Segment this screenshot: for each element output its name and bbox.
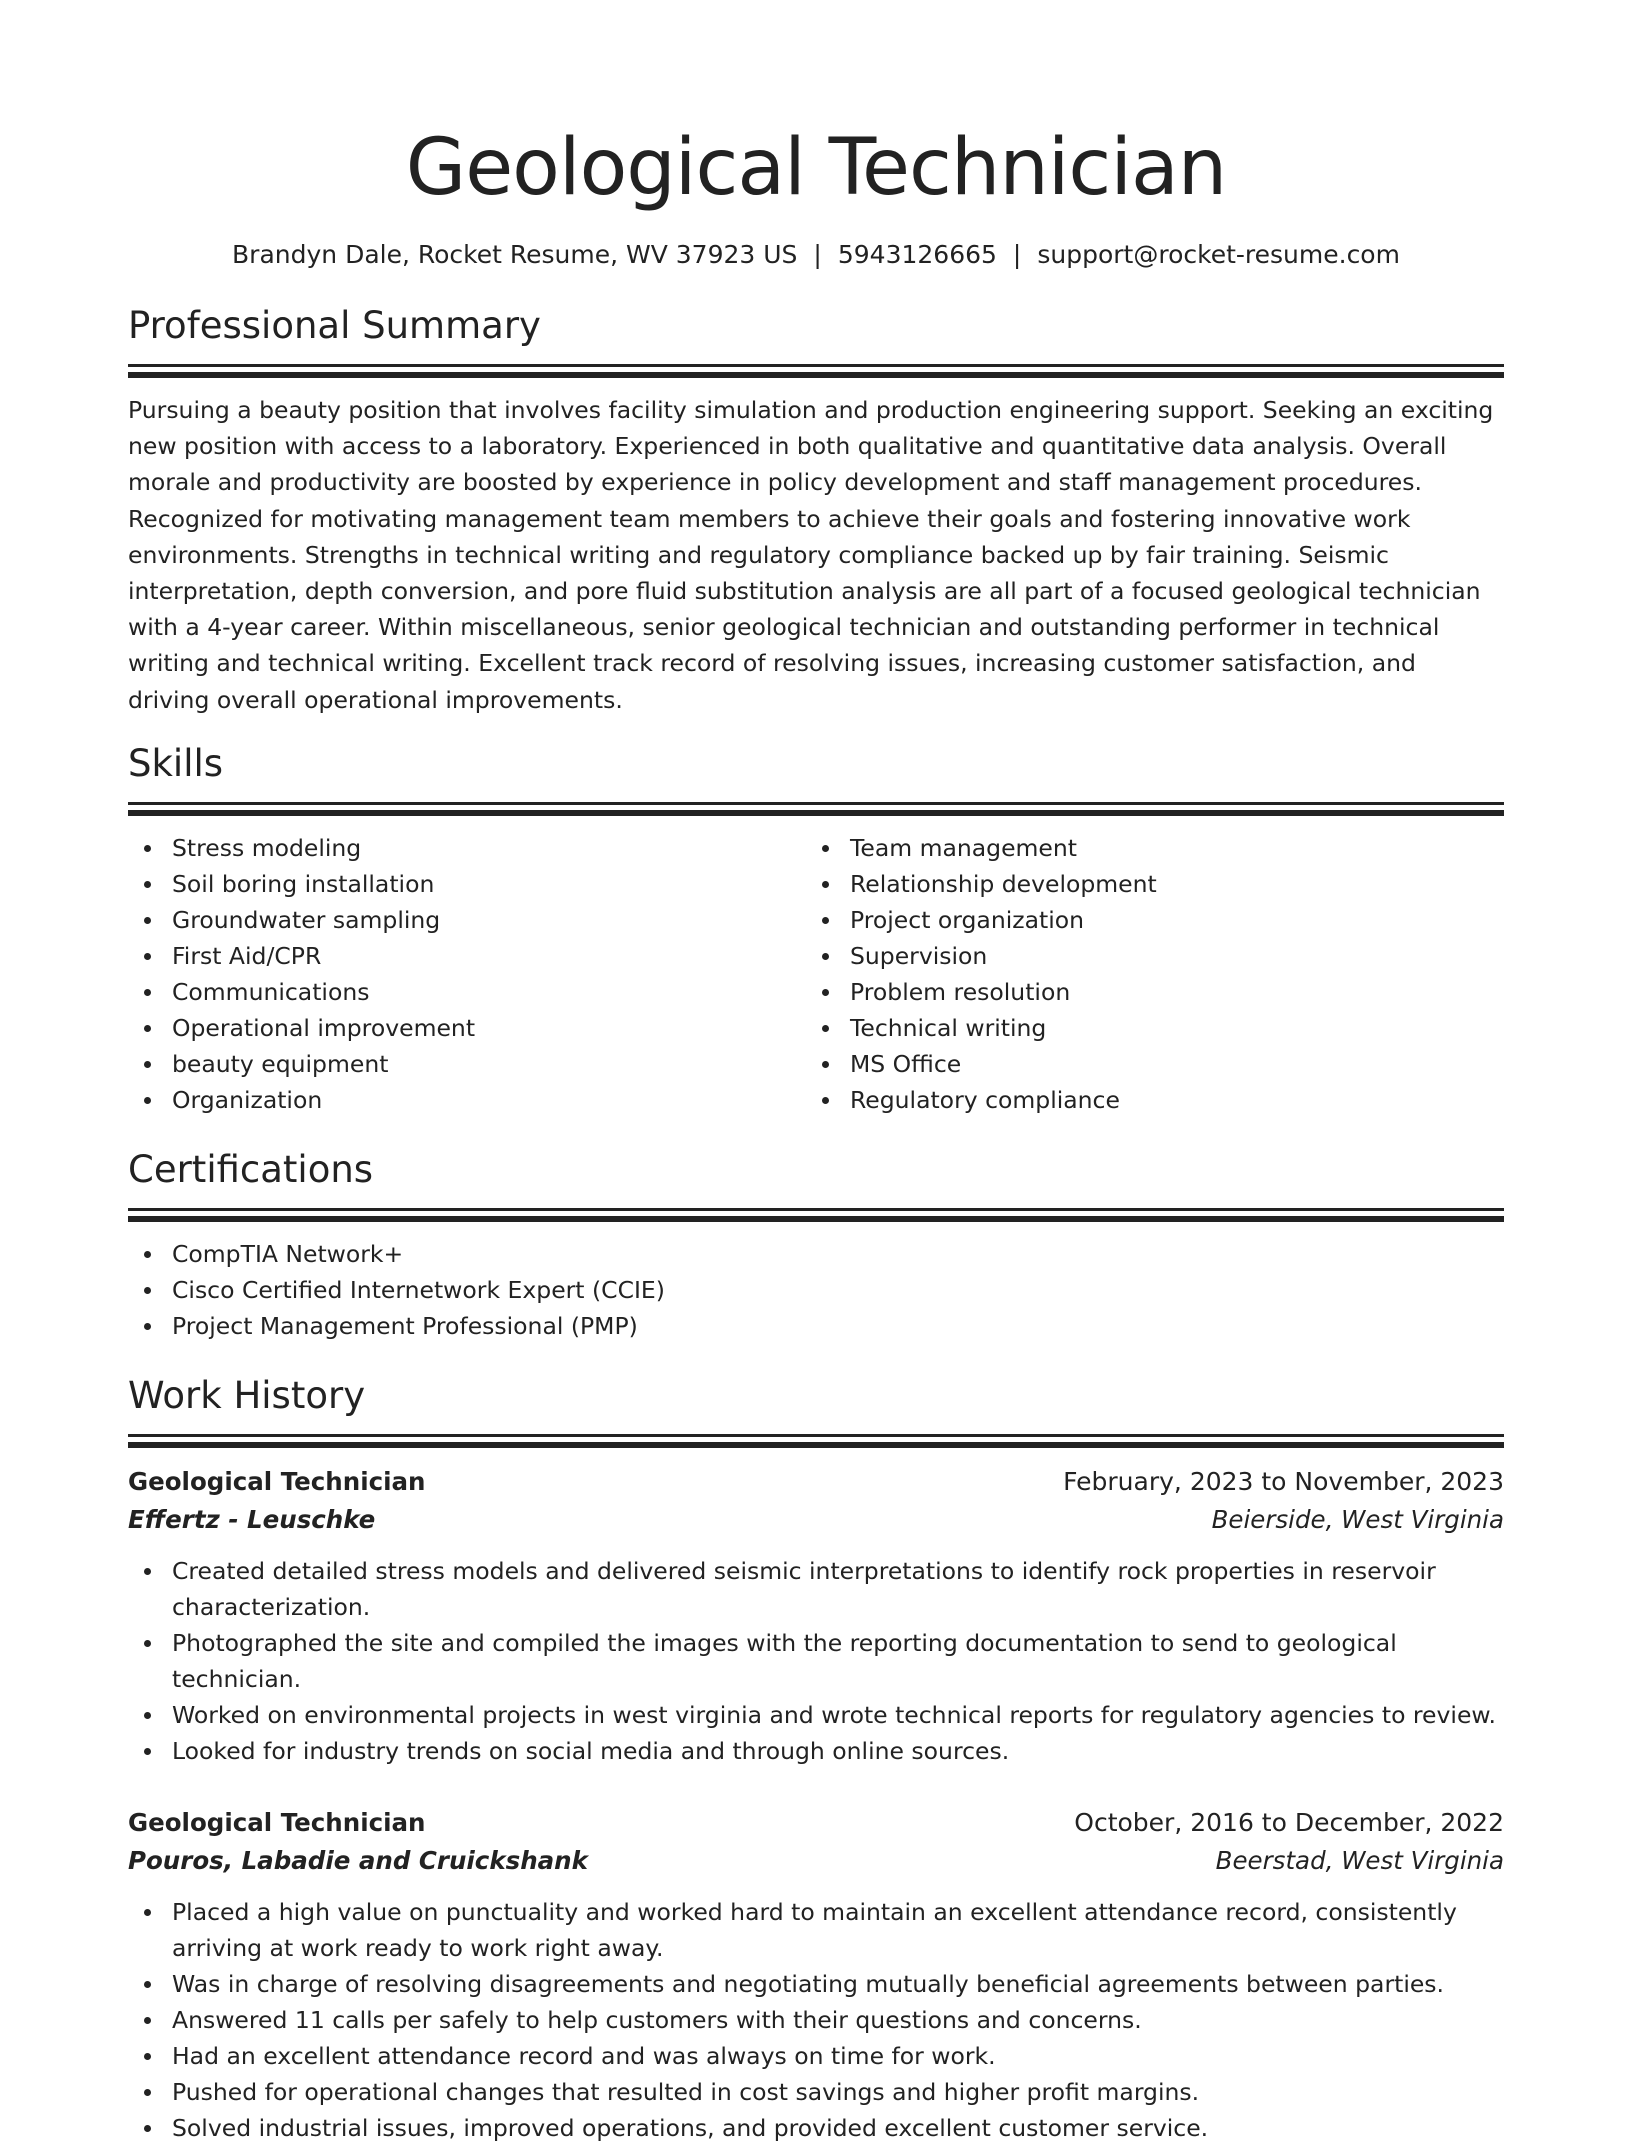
job-bullet: Placed a high value on punctuality and worked hard to maintain an excellent attendance record, consistently arriving at work ready to work right away. bbox=[128, 1894, 1504, 1966]
job-bullet: Had an excellent attendance record and was always on time for work. bbox=[128, 2038, 1504, 2074]
job-company: Pouros, Labadie and Cruickshank bbox=[128, 1845, 588, 1875]
skill-item: Organization bbox=[128, 1082, 806, 1118]
contact-address: Brandyn Dale, Rocket Resume, WV 37923 US bbox=[232, 240, 798, 269]
skill-item: Project organization bbox=[806, 902, 1484, 938]
skill-item: Problem resolution bbox=[806, 974, 1484, 1010]
job-location: Beerstad, West Virginia bbox=[1215, 1845, 1504, 1875]
certifications-list bbox=[128, 1236, 1504, 1344]
job-company: Effertz - Leuschke bbox=[128, 1504, 376, 1534]
skill-item: Regulatory compliance bbox=[806, 1082, 1484, 1118]
skill-item: beauty equipment bbox=[128, 1046, 806, 1082]
section-heading-summary: Professional Summary bbox=[128, 304, 541, 347]
contact-separator: | bbox=[1012, 240, 1022, 269]
certification-item: CompTIA Network+ bbox=[128, 1236, 1504, 1272]
job-location: Beierside, West Virginia bbox=[1211, 1504, 1504, 1534]
contact-email: support@rocket-resume.com bbox=[1037, 240, 1400, 269]
job-header bbox=[128, 1462, 1504, 1501]
section-divider bbox=[128, 364, 1504, 367]
job-bullet: Looked for industry trends on social media and through online sources. bbox=[128, 1733, 1504, 1769]
skills-grid bbox=[128, 830, 1504, 1118]
skills-column-right bbox=[806, 830, 1484, 1118]
certification-item: Project Management Professional (PMP) bbox=[128, 1308, 1504, 1344]
section-divider-thick bbox=[128, 372, 1504, 378]
job-subheader bbox=[128, 1501, 1504, 1539]
job-bullet: Created detailed stress models and delivered seismic interpretations to identify rock properties in reservoir characterization. bbox=[128, 1553, 1504, 1625]
job-bullet: Was in charge of resolving disagreements and negotiating mutually beneficial agreements between parties. bbox=[128, 1966, 1504, 2002]
work-history-section bbox=[128, 1372, 1504, 2146]
section-divider bbox=[128, 802, 1504, 805]
job-bullet: Worked on environmental projects in west virginia and wrote technical reports for regulatory agencies to review. bbox=[128, 1697, 1504, 1733]
skill-item: Supervision bbox=[806, 938, 1484, 974]
summary-text: Pursuing a beauty position that involves facility simulation and production engineering support. Seeking an exciting new position with access to a laboratory. Experienced in both qualitative and quantitative data analysis. Overall morale and productivity are boosted by experience in policy development and staff management procedures. Recognized for motivating management team members to achieve their goals and fostering innovative work environments. Strengths in technical writing and regulatory compliance backed up by fair training. Seismic interpretation, depth conversion, and pore fluid substitution analysis are all part of a focused geological technician with a 4-year career. Within miscellaneous, senior geological technician and outstanding performer in technical writing and technical writing. Excellent track record of resolving issues, increasing customer satisfaction, and driving overall operational improvements. bbox=[128, 396, 1494, 714]
contact-separator: | bbox=[813, 240, 822, 269]
job-bullet: Solved industrial issues, improved operations, and provided excellent customer service. bbox=[128, 2110, 1504, 2146]
skill-item: Technical writing bbox=[806, 1010, 1484, 1046]
job-bullet: Answered 11 calls per safely to help customers with their questions and concerns. bbox=[128, 2002, 1504, 2038]
resume-title: Geological Technician bbox=[405, 123, 1227, 213]
job-header bbox=[128, 1803, 1504, 1842]
section-divider-thick bbox=[128, 1442, 1504, 1448]
section-divider bbox=[128, 1434, 1504, 1437]
skill-item: Stress modeling bbox=[128, 830, 806, 866]
skill-item: First Aid/CPR bbox=[128, 938, 806, 974]
skill-item: Team management bbox=[806, 830, 1484, 866]
job-bullet: Photographed the site and compiled the images with the reporting documentation to send to geological technician. bbox=[128, 1625, 1504, 1697]
job-bullet: Pushed for operational changes that resulted in cost savings and higher profit margins. bbox=[128, 2074, 1504, 2110]
resume-page bbox=[128, 0, 1504, 2146]
skill-item: Relationship development bbox=[806, 866, 1484, 902]
section-heading-work-history: Work History bbox=[128, 1373, 366, 1417]
section-divider bbox=[128, 1208, 1504, 1211]
job-entry bbox=[128, 1803, 1504, 2146]
job-bullet-list bbox=[128, 1553, 1504, 1769]
skills-section bbox=[128, 740, 1504, 1118]
skill-item: Operational improvement bbox=[128, 1010, 806, 1046]
certification-item: Cisco Certified Internetwork Expert (CCIE) bbox=[128, 1272, 1504, 1308]
job-bullet-list bbox=[128, 1894, 1504, 2146]
section-heading-skills: Skills bbox=[128, 741, 224, 785]
job-dates: October, 2016 to December, 2022 bbox=[1074, 1807, 1504, 1837]
certifications-section bbox=[128, 1146, 1504, 1344]
skills-column-left bbox=[128, 830, 806, 1118]
job-entry bbox=[128, 1462, 1504, 1769]
job-title: Geological Technician bbox=[128, 1466, 426, 1496]
skill-item: Soil boring installation bbox=[128, 866, 806, 902]
summary-section bbox=[128, 302, 1504, 718]
skill-item: Communications bbox=[128, 974, 806, 1010]
skill-item: MS Office bbox=[806, 1046, 1484, 1082]
section-heading-certifications: Certifications bbox=[128, 1147, 374, 1191]
job-title: Geological Technician bbox=[128, 1807, 426, 1837]
section-divider-thick bbox=[128, 810, 1504, 816]
contact-phone: 5943126665 bbox=[837, 240, 997, 269]
contact-line bbox=[128, 238, 1504, 272]
job-dates: February, 2023 to November, 2023 bbox=[1063, 1466, 1504, 1496]
job-subheader bbox=[128, 1842, 1504, 1880]
section-divider-thick bbox=[128, 1216, 1504, 1222]
skill-item: Groundwater sampling bbox=[128, 902, 806, 938]
